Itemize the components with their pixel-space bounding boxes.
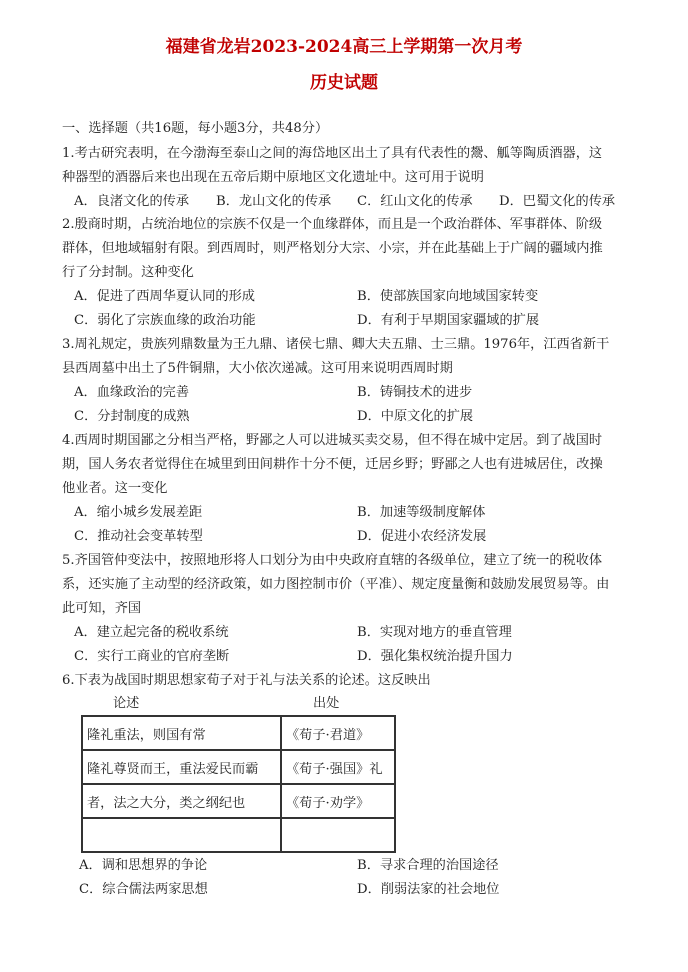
question-text: 种器型的酒器后来也出现在五帝后期中原地区文化遗址中。这可用于说明 (62, 170, 484, 185)
section-heading: 一、选择题（共16题，每小题3分，共48分） (62, 121, 329, 136)
exam-title: 福建省龙岩2023-2024高三上学期第一次月考 (165, 37, 523, 57)
table-row (82, 818, 395, 852)
option-a[interactable]: A．良渚文化的传承 (74, 194, 190, 209)
question-text: 1.考古研究表明，在今渤海至泰山之间的海岱地区出土了具有代表性的鬶、觚等陶质酒器，这 (62, 146, 603, 161)
question-text: 期，国人务农者觉得住在城里到田间耕作十分不便，迁居乡野；野鄙之人也有进城居住，改操 (62, 457, 603, 472)
option-d[interactable]: D．中原文化的扩展 (357, 409, 474, 424)
question-text: 5.齐国管仲变法中，按照地形将人口划分为由中央政府直辖的各级单位，建立了统一的税收体 (62, 553, 603, 568)
option-c[interactable]: C．实行工商业的官府垄断 (74, 649, 230, 664)
option-a[interactable]: A．血缘政治的完善 (74, 385, 190, 400)
option-b[interactable]: B．铸铜技术的进步 (357, 385, 473, 400)
question-text: 此可知，齐国 (62, 601, 142, 616)
question-text: 行了分封制。这种变化 (62, 265, 194, 280)
table-header-statement: 论述 (113, 696, 140, 711)
option-d[interactable]: D．强化集权统治提升国力 (357, 649, 513, 664)
question-text: 4.西周时期国鄙之分相当严格，野鄙之人可以进城买卖交易，但不得在城中定居。到了战国时 (62, 433, 603, 448)
table-cell (281, 818, 395, 852)
option-b[interactable]: B．龙山文化的传承 (216, 194, 332, 209)
table-cell: 隆礼尊贤而王，重法爱民而霸 (82, 750, 281, 784)
option-a[interactable]: A．调和思想界的争论 (79, 858, 208, 873)
option-c[interactable]: C．分封制度的成熟 (74, 409, 190, 424)
question-text: 2.殷商时期，占统治地位的宗族不仅是一个血缘群体，而且是一个政治群体、军事群体、阶级 (62, 217, 603, 232)
option-b[interactable]: B．加速等级制度解体 (357, 505, 486, 520)
table-row (82, 750, 395, 784)
option-b[interactable]: B．实现对地方的垂直管理 (357, 625, 512, 640)
question-text: 系，还实施了主动型的经济政策，如力图控制市价（平准）、规定度量衡和鼓励发展贸易等。由 (62, 577, 610, 592)
option-a[interactable]: A．缩小城乡发展差距 (74, 505, 203, 520)
quotation-table (81, 715, 396, 853)
option-a[interactable]: A．建立起完备的税收系统 (74, 625, 229, 640)
question-text: 群体，但地域辐射有限。到西周时，则严格划分大宗、小宗，并在此基础上于广阔的疆域内推 (62, 241, 603, 256)
option-d[interactable]: D．削弱法家的社会地位 (357, 882, 500, 897)
option-d[interactable]: D．巴蜀文化的传承 (499, 194, 616, 209)
table-cell: 者，法之大分，类之纲纪也 (82, 784, 281, 818)
table-header-source: 出处 (313, 696, 340, 711)
table-cell: 《荀子·劝学》 (281, 784, 395, 818)
option-c[interactable]: C．弱化了宗族血缘的政治功能 (74, 313, 256, 328)
option-c[interactable]: C．综合儒法两家思想 (79, 882, 208, 897)
exam-subtitle: 历史试题 (310, 73, 378, 93)
question-text: 县西周墓中出土了5件铜鼎，大小依次递减。这可用来说明西周时期 (62, 361, 453, 376)
table-cell (82, 818, 281, 852)
question-text: 6.下表为战国时期思想家荀子对于礼与法关系的论述。这反映出 (62, 673, 431, 688)
option-b[interactable]: B．寻求合理的治国途径 (357, 858, 499, 873)
option-c[interactable]: C．红山文化的传承 (357, 194, 473, 209)
table-cell: 隆礼重法，则国有常 (82, 716, 281, 750)
option-b[interactable]: B．使部族国家向地域国家转变 (357, 289, 539, 304)
question-text: 3.周礼规定，贵族列鼎数量为王九鼎、诸侯七鼎、卿大夫五鼎、士三鼎。1976年，江西省新干 (62, 337, 610, 352)
table-row (82, 716, 395, 750)
question-text: 他业者。这一变化 (62, 481, 168, 496)
option-a[interactable]: A．促进了西周华夏认同的形成 (74, 289, 255, 304)
option-d[interactable]: D．促进小农经济发展 (357, 529, 487, 544)
table-row (82, 784, 395, 818)
table-cell: 《荀子·强国》礼 (281, 750, 395, 784)
option-c[interactable]: C．推动社会变革转型 (74, 529, 203, 544)
table-cell: 《荀子·君道》 (281, 716, 395, 750)
option-d[interactable]: D．有利于早期国家疆域的扩展 (357, 313, 540, 328)
